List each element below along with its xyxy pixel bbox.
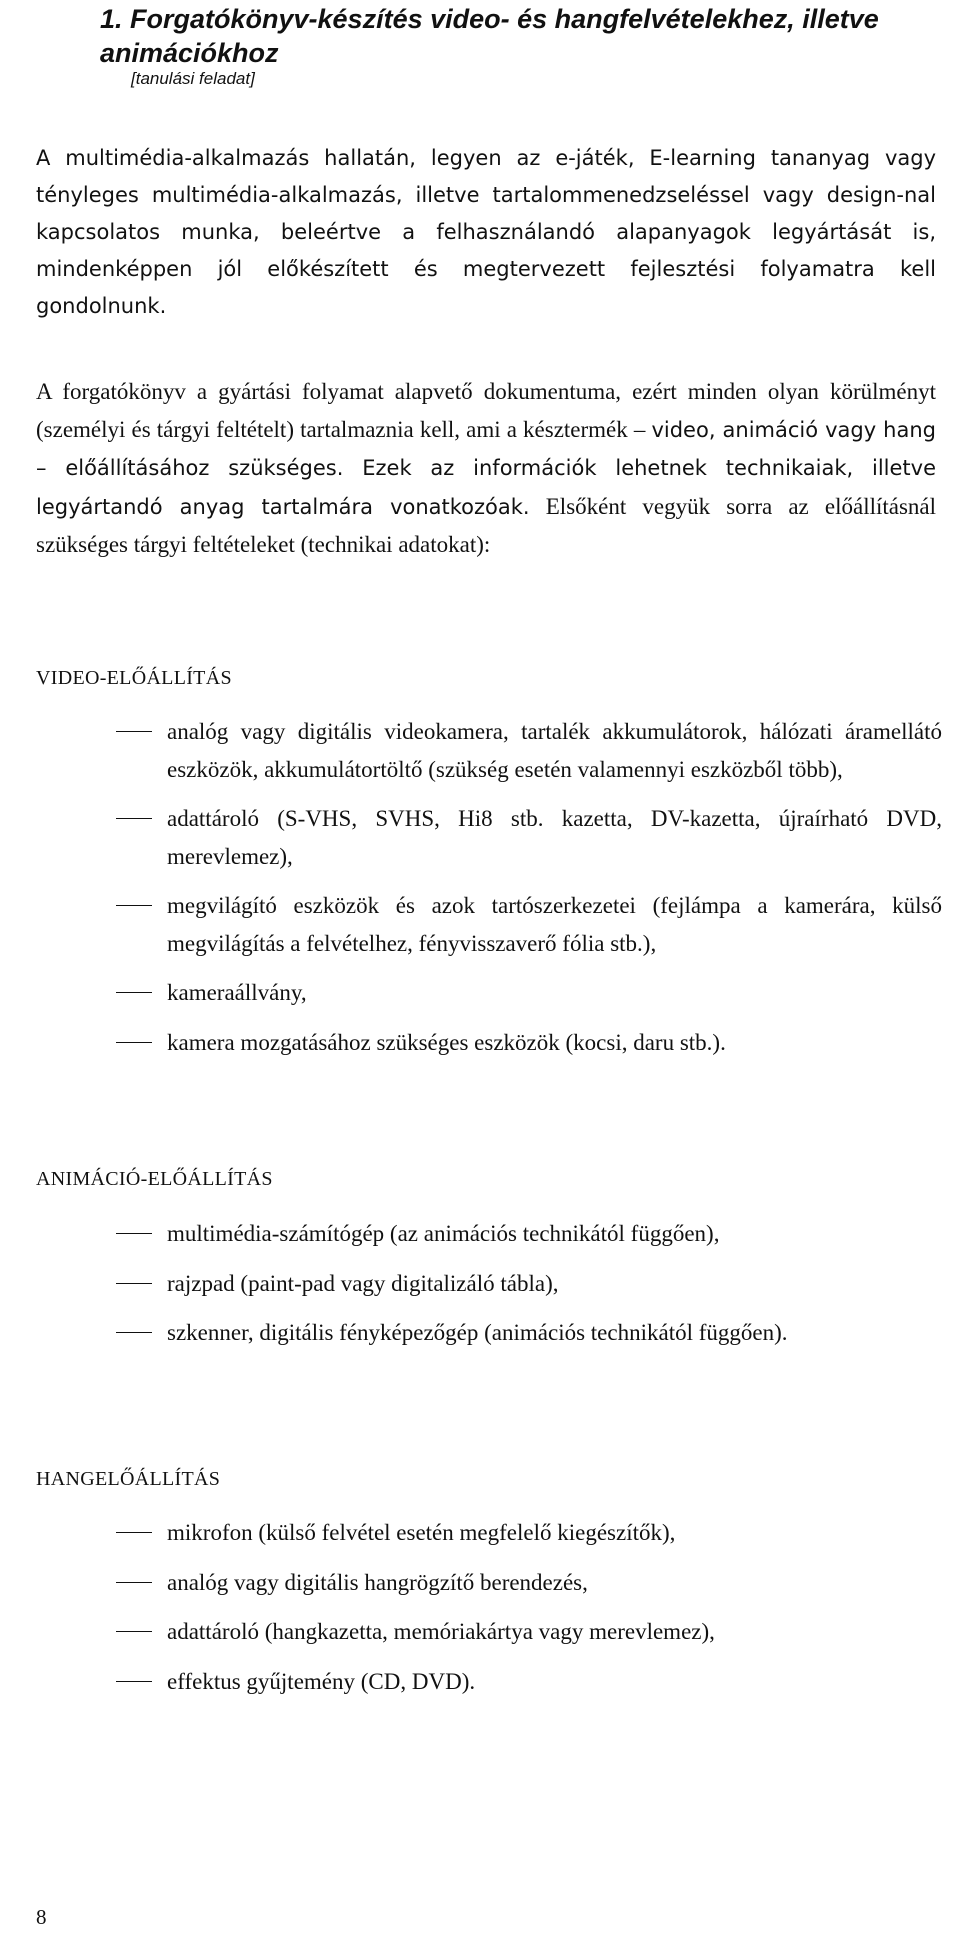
list-item (0, 800, 942, 875)
list-item-text: adattároló (hangkazetta, memóriakártya vagy merevlemez), (167, 1619, 715, 1644)
list-item-text: megvilágító eszközök és azok tartószerkezetei (fejlámpa a kamerára, külső megvilágítás a felvételhez, fényvisszaverő fólia stb.), (167, 893, 942, 956)
list-item-text: mikrofon (külső felvétel esetén megfelelő kiegészítők), (167, 1520, 676, 1545)
list-audio (0, 1514, 960, 1700)
task-type-label: [tanulási feladat] (131, 69, 255, 88)
list-item (0, 1265, 942, 1303)
intro-paragraph-2-part-a: A forgatókönyv a gyártási folyamat alapvető dokumentuma, ezért minden olyan körülményt (személyi és tárgyi feltételt) tartalmaznia kell, ami a késztermék – (36, 379, 936, 442)
list-item (0, 1514, 942, 1552)
intro-paragraph-2-part-b: video, animáció vagy hang – előállításához szükséges. Ezek az információk lehetnek technikaiak, illetve legyártandó anyag tartalmára vonatkozóak. (36, 417, 937, 519)
section-heading-audio: HANGELŐÁLLÍTÁS (36, 1468, 221, 1490)
list-item (0, 713, 942, 788)
list-item-text: analóg vagy digitális videokamera, tartalék akkumulátorok, hálózati áramellátó eszközök, akkumulátortöltő (szükség esetén valamennyi eszközből több), (167, 719, 942, 782)
list-item (0, 887, 942, 962)
list-item-text: rajzpad (paint-pad vagy digitalizáló tábla), (167, 1270, 559, 1296)
dash-bullet (116, 1681, 152, 1682)
dash-bullet (116, 992, 152, 993)
dash-bullet (116, 1042, 152, 1043)
dash-bullet (116, 1631, 152, 1632)
list-item (0, 1024, 942, 1062)
list-item (0, 1314, 942, 1352)
intro-paragraph-1: A multimédia-alkalmazás hallatán, legyen az e-játék, E-learning tananyag vagy tényleges multimédia-alkalmazás, illetve tartalommenedzseléssel vagy design-nal kapcsolatos munka, beleértve a felhasználandó alapanyagok legyártását is, mindenképpen jól előkészített és megtervezett fejlesztési folyamatra kell gondolnunk. (36, 146, 936, 318)
list-item-text: szkenner, digitális fényképezőgép (animációs technikától függően). (167, 1320, 788, 1345)
dash-bullet (116, 731, 152, 732)
list-item-text: analóg vagy digitális hangrögzítő berendezés, (167, 1569, 588, 1595)
list-item (0, 1215, 942, 1253)
page-title: 1. Forgatókönyv-készítés video- és hangfelvételekhez, illetve animációkhoz (100, 4, 879, 68)
list-item-text: kameraállvány, (167, 980, 307, 1005)
section-heading-video: VIDEO-ELŐÁLLÍTÁS (36, 667, 232, 689)
dash-bullet (116, 1283, 152, 1284)
list-item-text: multimédia-számítógép (az animációs technikától függően), (167, 1221, 720, 1246)
list-item-text: adattároló (S-VHS, SVHS, Hi8 stb. kazetta, DV-kazetta, újraírható DVD, merevlemez), (167, 806, 942, 869)
dash-bullet (116, 1332, 152, 1333)
list-item-text: effektus gyűjtemény (CD, DVD). (167, 1668, 476, 1694)
intro-paragraph-2 (36, 373, 936, 564)
list-video (0, 713, 960, 1061)
intro-paragraph-2-part-c: Elsőként vegyük sorra az előállításnál szükséges tárgyi feltételeket (technikai adatokat): (36, 493, 937, 557)
list-item (0, 1564, 942, 1602)
list-animation (0, 1215, 960, 1352)
dash-bullet (116, 905, 152, 906)
list-item-text: kamera mozgatásához szükséges eszközök (kocsi, daru stb.). (167, 1029, 726, 1055)
dash-bullet (116, 818, 152, 819)
list-item (0, 1613, 942, 1651)
list-item (0, 1663, 942, 1701)
section-heading-animation: ANIMÁCIÓ-ELŐÁLLÍTÁS (36, 1168, 273, 1190)
dash-bullet (116, 1582, 152, 1583)
page-number: 8 (36, 1905, 47, 1929)
list-item (0, 974, 942, 1012)
dash-bullet (116, 1233, 152, 1234)
dash-bullet (116, 1532, 152, 1533)
